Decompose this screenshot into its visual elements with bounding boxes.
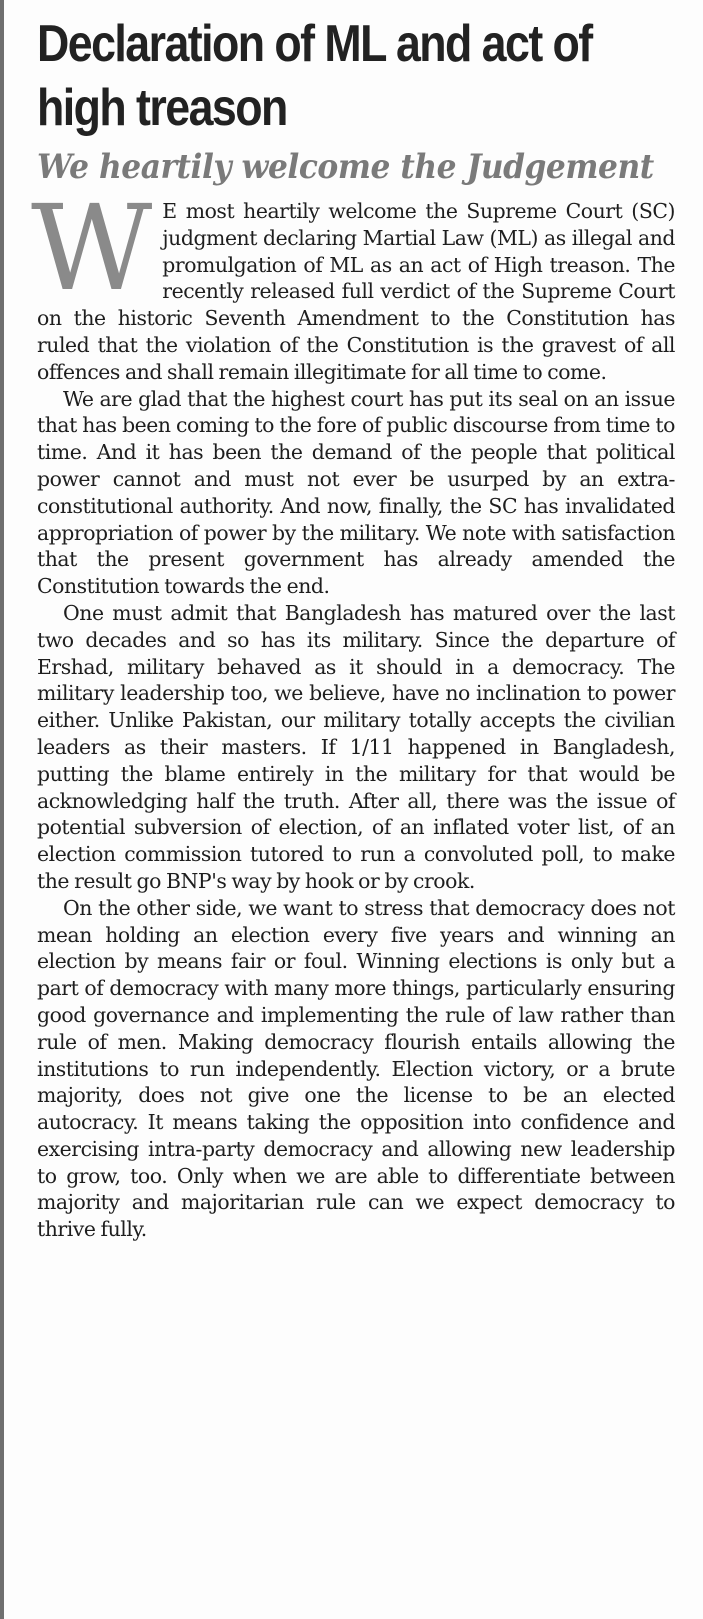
paragraph-3: One must admit that Bangladesh has matured over the last two decades and so has its military. Since the departure of Ershad, military behaved as it should in a democracy. The military leadership too, we believe, have no inclination to power either. Unlike Pakistan, our military totally accepts the civilian leaders as their masters. If 1/11 happened in Bangladesh, putting the blame entirely in the military for that would be acknowledging half the truth. After all, there was the issue of potential subversion of election, of an inflated voter list, of an election commission tutored to run a convoluted poll, to make the result go BNP's way by hook or by crook. <box>37 600 675 893</box>
subheadline: We heartily welcome the Judgement <box>37 147 654 187</box>
headline: Declaration of ML and act of high treason <box>37 15 592 137</box>
drop-cap: W <box>31 179 149 317</box>
paragraph-1-text: E most heartily welcome the Supreme Court (SC) judgment declaring Martial Law (ML) as illegal and promulgation of ML as an act of High treason. The recently released full verdict of the Supreme Court on the historic Seventh Amendment to the Constitution has ruled that the violation of the Constitution is the gravest of all offences and shall remain illegitimate for all time to come. <box>37 199 675 384</box>
paragraph-4: On the other side, we want to stress that democracy does not mean holding an election every five years and winning an election by means fair or foul. Winning elections is only but a part of democracy with many more things, particularly ensuring good governance and implementing the rule of law rather than rule of men. Making democracy flourish entails allowing the institutions to run independently. Election victory, or a brute majority, does not give one the license to be an elected autocracy. It means taking the opposition into confidence and exercising intra-party democracy and allowing new leadership to grow, too. Only when we are able to differentiate between majority and majoritarian rule can we expect democracy to thrive fully. <box>37 895 675 1242</box>
editorial-article <box>31 12 675 1243</box>
paragraph-1 <box>31 179 675 386</box>
paragraph-2: We are glad that the highest court has put its seal on an issue that has been coming to the fore of public discourse from time to time. And it has been the demand of the people that political power cannot and must not ever be usurped by an extra-constitutional authority. And now, finally, the SC has invalidated appropriation of power by the military. We note with satisfaction that the present government has already amended the Constitution towards the end. <box>37 386 675 599</box>
article-body <box>31 179 675 1243</box>
